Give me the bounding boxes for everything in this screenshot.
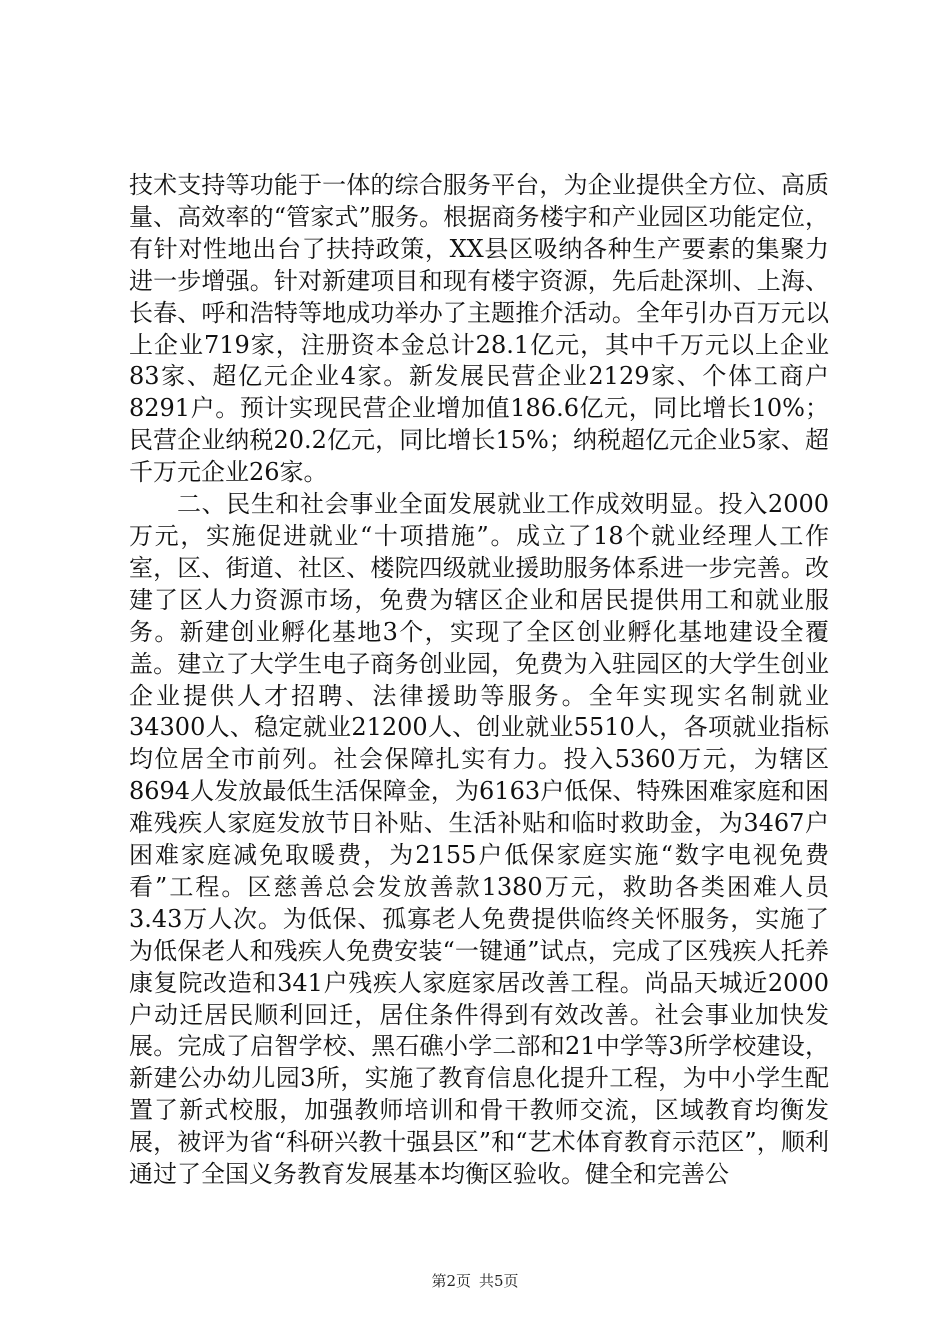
page-number: 第2页: [431, 1272, 471, 1290]
page-total: 共5页: [479, 1272, 519, 1290]
document-body: [129, 170, 829, 1191]
paragraph-continuation: 技术支持等功能于一体的综合服务平台，为企业提供全方位、高质量、高效率的“管家式”服务。根据商务楼宇和产业园区功能定位，有针对性地出台了扶持政策，XX县区吸纳各种生产要素的集聚力进一步增强。针对新建项目和现有楼宇资源，先后赴深圳、上海、长春、呼和浩特等地成功举办了主题推介活动。全年引办百万元以上企业719家，注册资本金总计28.1亿元，其中千万元以上企业83家、超亿元企业4家。新发展民营企业2129家、个体工商户8291户。预计实现民营企业增加值186.6亿元，同比增长10%；民营企业纳税20.2亿元，同比增长15%；纳税超亿元企业5家、超千万元企业26家。: [129, 171, 829, 487]
paragraph-livelihood: 二、民生和社会事业全面发展就业工作成效明显。投入2000万元，实施促进就业“十项措施”。成立了18个就业经理人工作室，区、街道、社区、楼院四级就业援助服务体系进一步完善。改建了区人力资源市场，免费为辖区企业和居民提供用工和就业服务。新建创业孵化基地3个，实现了全区创业孵化基地建设全覆盖。建立了大学生电子商务创业园，免费为入驻园区的大学生创业企业提供人才招聘、法律援助等服务。全年实现实名制就业34300人、稳定就业21200人、创业就业5510人，各项就业指标均位居全市前列。社会保障扎实有力。投入5360万元，为辖区8694人发放最低生活保障金，为6163户低保、特殊困难家庭和困难残疾人家庭发放节日补贴、生活补贴和临时救助金，为3467户困难家庭减免取暖费，为2155户低保家庭实施“数字电视免费看”工程。区慈善总会发放善款1380万元，救助各类困难人员3.43万人次。为低保、孤寡老人免费提供临终关怀服务，实施了为低保老人和残疾人免费安装“一键通”试点，完成了区残疾人托养康复院改造和341户残疾人家庭家居改善工程。尚品天城近2000户动迁居民顺利回迁，居住条件得到有效改善。社会事业加快发展。完成了启智学校、黑石礁小学二部和21中学等3所学校建设，新建公办幼儿园3所，实施了教育信息化提升工程，为中小学生配置了新式校服，加强教师培训和骨干教师交流，区域教育均衡发展，被评为省“科研兴教十强县区”和“艺术体育教育示范区”，顺利通过了全国义务教育发展基本均衡区验收。健全和完善公: [129, 490, 829, 1189]
page-footer: [0, 1271, 950, 1291]
